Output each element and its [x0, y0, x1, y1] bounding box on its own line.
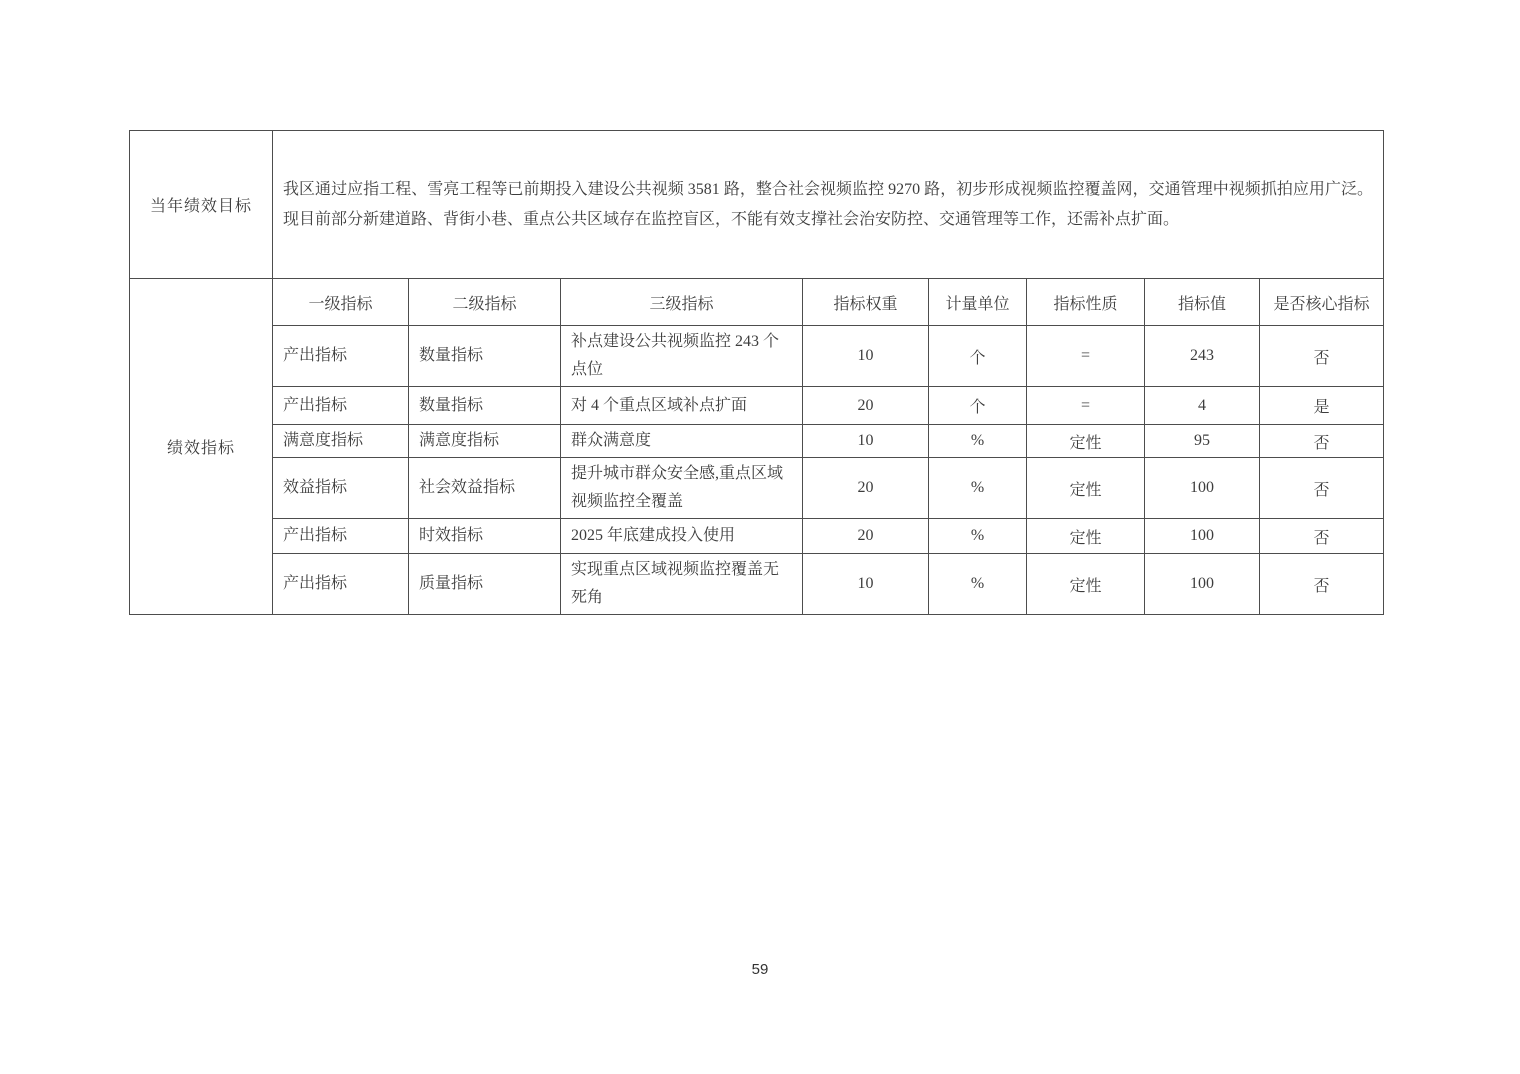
cell-unit: % [929, 458, 1027, 519]
cell-weight: 10 [803, 425, 929, 458]
indicators-label-cell: 绩效指标 [130, 279, 273, 615]
cell-unit: % [929, 425, 1027, 458]
header-core: 是否核心指标 [1260, 279, 1384, 326]
cell-value: 95 [1145, 425, 1260, 458]
cell-value: 100 [1145, 458, 1260, 519]
header-value: 指标值 [1145, 279, 1260, 326]
cell-level1: 满意度指标 [273, 425, 409, 458]
cell-unit: 个 [929, 326, 1027, 387]
cell-weight: 10 [803, 554, 929, 615]
cell-level3: 补点建设公共视频监控 243 个点位 [561, 326, 803, 387]
cell-core: 否 [1260, 326, 1384, 387]
cell-level1: 产出指标 [273, 326, 409, 387]
header-nature: 指标性质 [1027, 279, 1145, 326]
cell-level2: 质量指标 [409, 554, 561, 615]
cell-value: 100 [1145, 519, 1260, 554]
cell-value: 243 [1145, 326, 1260, 387]
cell-value: 4 [1145, 387, 1260, 425]
page-number: 59 [751, 961, 769, 978]
cell-level2: 满意度指标 [409, 425, 561, 458]
cell-unit: % [929, 554, 1027, 615]
cell-core: 否 [1260, 554, 1384, 615]
header-level1: 一级指标 [273, 279, 409, 326]
table-row [130, 326, 1384, 387]
goal-row [130, 131, 1384, 279]
cell-nature: 定性 [1027, 519, 1145, 554]
performance-indicator-table [129, 130, 1384, 615]
cell-unit: % [929, 519, 1027, 554]
cell-core: 是 [1260, 387, 1384, 425]
cell-level1: 效益指标 [273, 458, 409, 519]
header-weight: 指标权重 [803, 279, 929, 326]
cell-nature: 定性 [1027, 458, 1145, 519]
cell-core: 否 [1260, 458, 1384, 519]
cell-core: 否 [1260, 519, 1384, 554]
cell-level1: 产出指标 [273, 387, 409, 425]
cell-level3: 实现重点区域视频监控覆盖无死角 [561, 554, 803, 615]
cell-level3: 对 4 个重点区域补点扩面 [561, 387, 803, 425]
cell-weight: 20 [803, 458, 929, 519]
header-level3: 三级指标 [561, 279, 803, 326]
cell-nature: = [1027, 326, 1145, 387]
table-row [130, 387, 1384, 425]
cell-level2: 时效指标 [409, 519, 561, 554]
cell-level2: 数量指标 [409, 326, 561, 387]
cell-level3: 群众满意度 [561, 425, 803, 458]
cell-level3: 提升城市群众安全感,重点区域视频监控全覆盖 [561, 458, 803, 519]
header-level2: 二级指标 [409, 279, 561, 326]
cell-nature: = [1027, 387, 1145, 425]
cell-nature: 定性 [1027, 554, 1145, 615]
header-unit: 计量单位 [929, 279, 1027, 326]
cell-nature: 定性 [1027, 425, 1145, 458]
cell-level2: 数量指标 [409, 387, 561, 425]
cell-unit: 个 [929, 387, 1027, 425]
table-row [130, 425, 1384, 458]
table-row [130, 458, 1384, 519]
cell-weight: 20 [803, 519, 929, 554]
indicator-header-row [130, 279, 1384, 326]
cell-weight: 20 [803, 387, 929, 425]
cell-weight: 10 [803, 326, 929, 387]
cell-value: 100 [1145, 554, 1260, 615]
cell-core: 否 [1260, 425, 1384, 458]
goal-label-cell: 当年绩效目标 [130, 131, 273, 279]
table-row [130, 519, 1384, 554]
cell-level3: 2025 年底建成投入使用 [561, 519, 803, 554]
goal-text-cell: 我区通过应指工程、雪亮工程等已前期投入建设公共视频 3581 路，整合社会视频监控 9270 路，初步形成视频监控覆盖网，交通管理中视频抓拍应用广泛。现目前部分新建道路、背街小巷、重点公共区域存在监控盲区，不能有效支撑社会治安防控、交通管理等工作，还需补点扩面。 [273, 131, 1384, 279]
cell-level1: 产出指标 [273, 519, 409, 554]
cell-level1: 产出指标 [273, 554, 409, 615]
table-row [130, 554, 1384, 615]
cell-level2: 社会效益指标 [409, 458, 561, 519]
